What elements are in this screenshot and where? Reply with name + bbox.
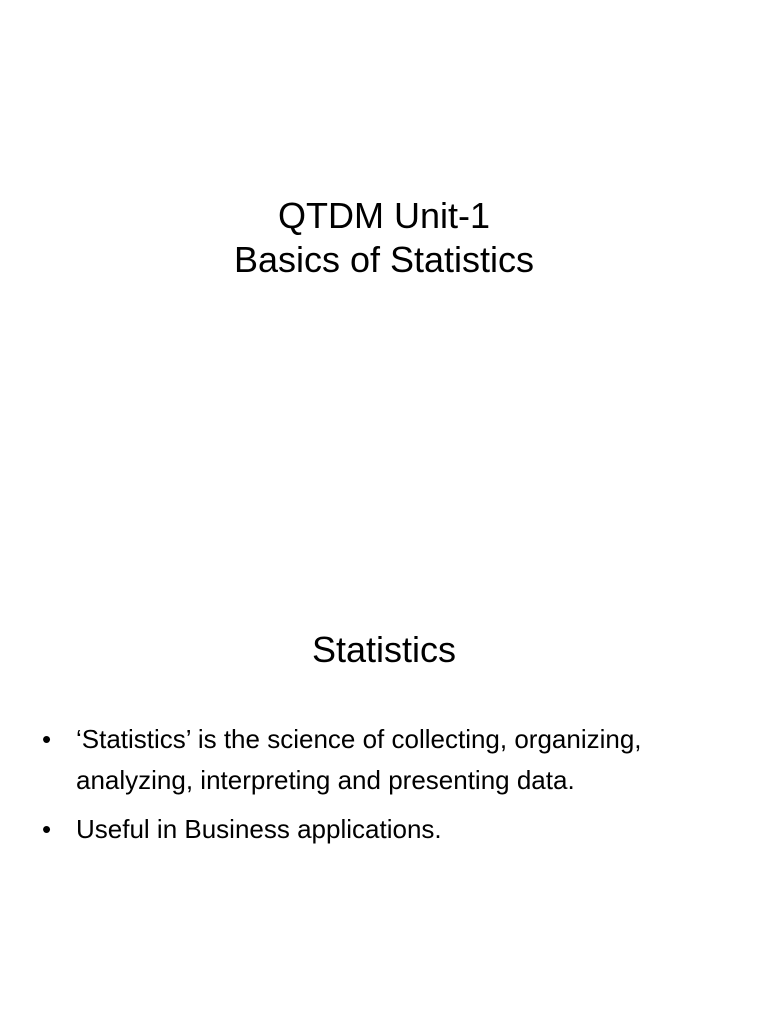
bullet-icon: • [42,724,52,754]
title-line-2: Basics of Statistics [233,239,535,280]
bullet-text: ‘Statistics’ is the science of collecting, organizing, analyzing, interpreting and presenting data. [76,724,642,795]
slide-heading: Statistics [311,629,457,670]
bullet-item-business [42,809,722,850]
bullet-list [42,719,722,858]
bullet-text: Useful in Business applications. [76,814,442,844]
title-line-1: QTDM Unit-1 [277,195,490,236]
slide-title [0,194,768,282]
bullet-icon: • [42,814,52,844]
bullet-item-definition [42,719,722,801]
content-slide [0,512,768,1024]
